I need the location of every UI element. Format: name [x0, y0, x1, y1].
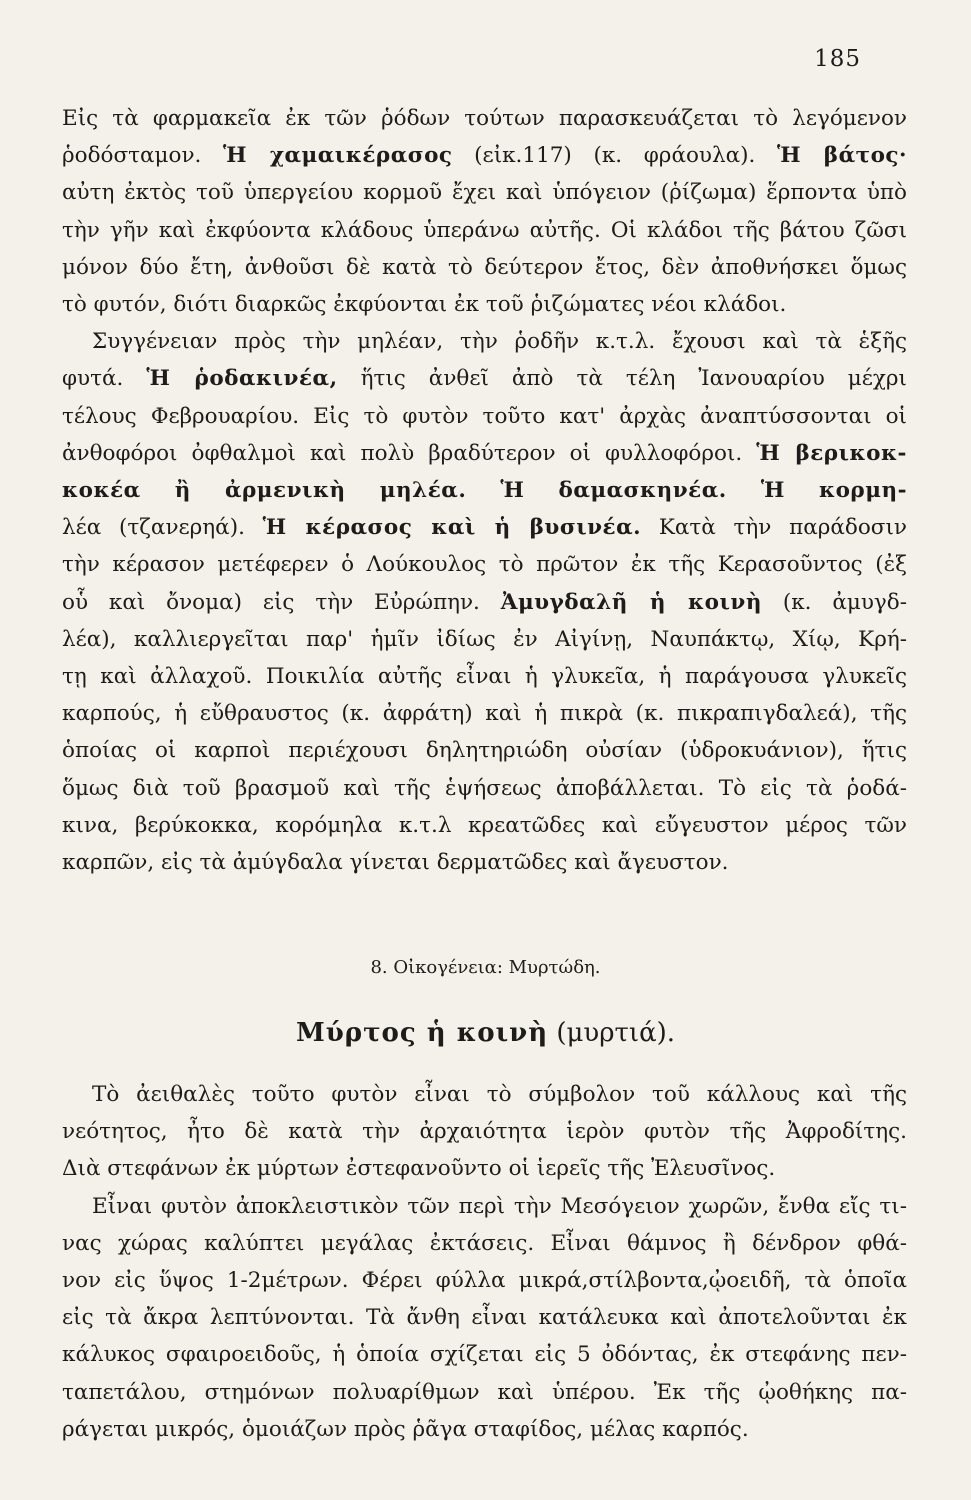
family-heading: 8. Οἰκογένεια: Μυρτώδη.: [370, 957, 601, 978]
page-number: 185: [814, 46, 861, 72]
text-line: τὸ φυτόν, διότι διαρκῶς ἐκφύονται ἐκ τοῦ ῥιζώματες νέοι κλάδοι.: [62, 292, 787, 318]
species-common-name: (μυρτιά).: [548, 1018, 676, 1048]
text-line: Τὸ ἀειθαλὲς τοῦτο φυτὸν εἶναι τὸ σύμβολον τοῦ κάλλους καὶ τῆς: [92, 1082, 907, 1107]
text-line: νας χώρας καλύπτει μεγάλας ἐκτάσεις. Εἶναι θάμνος ἢ δένδρον φθά-: [62, 1230, 907, 1256]
text-line: νεότητος, ἦτο δὲ κατὰ τὴν ἀρχαιότητα ἱερὸν φυτὸν τῆς Ἀφροδίτης.: [62, 1119, 907, 1145]
paragraph-myrtle: [62, 1076, 907, 1448]
species-name: Ἡ ῥοδακινέα,: [146, 366, 338, 392]
text-line: κινα, βερύκοκκα, κορόμηλα κ.τ.λ κρεατῶδες καὶ εὔγευστον μέρος τῶν: [62, 812, 907, 838]
text-line: καρπῶν, εἰς τὰ ἀμύγδαλα γίνεται δερματῶδες καὶ ἄγευστον.: [62, 850, 729, 876]
text-line: τέλους Φεβρουαρίου. Εἰς τὸ φυτὸν τοῦτο κατ' ἀρχὰς ἀναπτύσσονται οἱ: [62, 403, 907, 429]
text-line: [62, 472, 907, 509]
text-line: ὅμως διὰ τοῦ βρασμοῦ καὶ τῆς ἑψήσεως ἀποβάλλεται. Τὸ εἰς τὰ ῥοδά-: [62, 775, 907, 801]
text-line: οὗ καὶ ὄνομα) εἰς τὴν Εὐρώπην. Ἀμυγδαλῆ ἡ κοινὴ (κ. ἀμυγδ-: [62, 589, 907, 615]
text-line: Εἰς τὰ φαρμακεῖα ἐκ τῶν ῥόδων τούτων παρασκευάζεται τὸ λεγόμενον: [62, 106, 907, 131]
text-line: καρπούς, ἡ εὔθραυστος (κ. ἀφράτη) καὶ ἡ πικρὰ (κ. πικραπιγδαλεά), τῆς: [62, 701, 907, 727]
species-name: κοκέα ἢ ἀρμενικὴ μηλέα. Ἡ δαμασκηνέα. Ἡ κορμη-: [62, 478, 907, 504]
text-line: εἰς τὰ ἄκρα λεπτύνονται. Τὰ ἄνθη εἶναι κατάλευκα καὶ ἀποτελοῦνται ἐκ: [62, 1305, 907, 1331]
text-line: Διὰ στεφάνων ἐκ μύρτων ἐστεφανοῦντο οἱ ἱερεῖς τῆς Ἐλευσῖνος.: [62, 1156, 776, 1182]
text-line: Συγγένειαν πρὸς τὴν μηλέαν, τὴν ῥοδῆν κ.τ.λ. ἔχουσι καὶ τὰ ἑξῆς: [92, 329, 907, 355]
text-line: τὴν κέρασον μετέφερεν ὁ Λούκουλος τὸ πρῶτον ἐκ τῆς Κερασοῦντος (ἐξ: [62, 552, 907, 578]
text-line: τῃ καὶ ἀλλαχοῦ. Ποικιλία αὐτῆς εἶναι ἡ γλυκεῖα, ἡ παράγουσα γλυκεῖς: [62, 664, 907, 690]
species-name: Ἡ χαμαικέρασος: [223, 143, 453, 169]
species-name: Ἡ βάτος·: [776, 143, 908, 169]
text-line: ταπετάλου, στημόνων πολυαρίθμων καὶ ὑπέρου. Ἐκ τῆς ᾠοθήκης πα-: [62, 1379, 907, 1405]
text-line: λέα (τζανερηά). Ἡ κέρασος καὶ ἡ βυσινέα. Κατὰ τὴν παράδοσιν: [62, 515, 907, 541]
species-heading: [0, 1018, 971, 1048]
text-line: ἀνθοφόροι ὀφθαλμοὶ καὶ πολὺ βραδύτερον οἱ φυλλοφόροι. Ἡ βερικοκ-: [62, 440, 907, 466]
text-line: κάλυκος σφαιροειδοῦς, ἡ ὁποία σχίζεται εἰς 5 ὀδόντας, ἐκ στεφάνης πεν-: [62, 1342, 907, 1368]
text-line: λέα), καλλιεργεῖται παρ' ἡμῖν ἰδίως ἐν Αἰγίνῃ, Ναυπάκτῳ, Χίῳ, Κρή-: [62, 626, 907, 652]
text-line: νον εἰς ὕψος 1-2μέτρων. Φέρει φύλλα μικρά,στίλβοντα,ᾠοειδῆ, τὰ ὁποῖα: [62, 1268, 907, 1294]
text-line: τὴν γῆν καὶ ἐκφύοντα κλάδους ὑπεράνω αὐτῆς. Οἱ κλάδοι τῆς βάτου ζῶσι: [62, 217, 907, 243]
text-line: μόνον δύο ἔτη, ἀνθοῦσι δὲ κατὰ τὸ δεύτερον ἔτος, δὲν ἀποθνήσκει ὅμως: [62, 254, 907, 280]
text-line: ράγεται μικρός, ὁμοιάζων πρὸς ῥᾶγα σταφίδος, μέλας καρπός.: [62, 1416, 749, 1442]
text-line: ῥοδόσταμον. Ἡ χαμαικέρασος (εἰκ.117) (κ. φράουλα). Ἡ βάτος·: [62, 143, 908, 169]
text-line: ὁποίας οἱ καρποὶ περιέχουσι δηλητηριώδη οὐσίαν (ὑδροκυάνιον), ἥτις: [62, 738, 907, 764]
paragraph-rosaceae: [62, 100, 907, 881]
text-line: φυτά. Ἡ ῥοδακινέα, ἥτις ἀνθεῖ ἀπὸ τὰ τέλη Ἰανουαρίου μέχρι: [62, 366, 907, 392]
text-line: Εἶναι φυτὸν ἀποκλειστικὸν τῶν περὶ τὴν Μεσόγειον χωρῶν, ἔνθα εἴς τι-: [92, 1193, 907, 1219]
species-name: Ἡ βερικοκ-: [756, 440, 907, 466]
species-name: Ἀμυγδαλῆ ἡ κοινὴ: [500, 589, 762, 615]
species-title: Μύρτος ἡ κοινὴ: [295, 1018, 549, 1048]
text-line: αὐτη ἐκτὸς τοῦ ὑπεργείου κορμοῦ ἔχει καὶ ὑπόγειον (ῥίζωμα) ἕρποντα ὑπὸ: [62, 180, 907, 206]
species-name: Ἡ κέρασος καὶ ἡ βυσινέα.: [262, 515, 642, 541]
